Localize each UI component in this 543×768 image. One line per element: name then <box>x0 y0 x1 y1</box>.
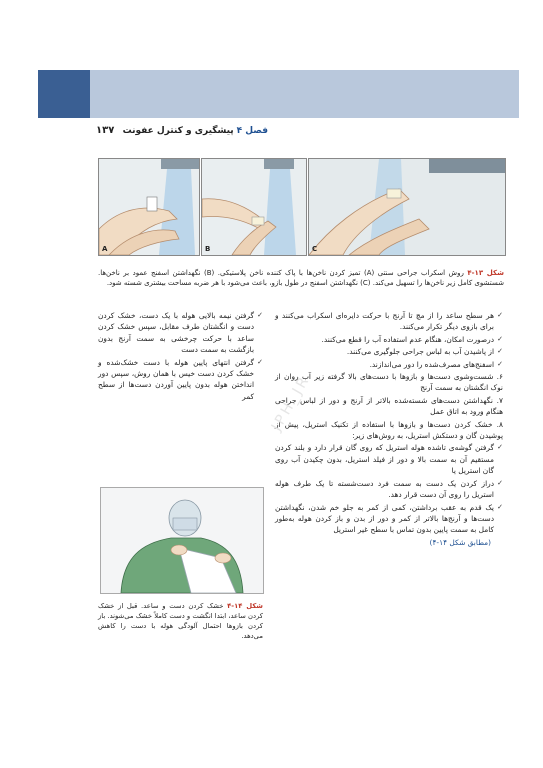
hand-scrub-illustration-b <box>202 159 306 255</box>
page-number: ۱۳۷ <box>96 125 115 136</box>
right-text-column <box>275 310 503 548</box>
checklist-item: ✓ از پاشیدن آب به لباس جراحی جلوگیری می‌کنند. <box>275 346 503 357</box>
figure13-panel-b <box>201 158 307 256</box>
drying-method-item: ✓ یک قدم به عقب برداشتن، کمی از کمر به جلو خم شدن، نگهداشتن دست‌ها و آرنج‌ها بالاتر از کمر و دور از بدن و باز کردن هوله به‌طور کامل به سمت پایین بدون تماس با سطح غیر استریل <box>275 502 503 536</box>
checklist-item: ✓ گرفتن انتهای پایین هوله با دست خشک‌شده و خشک کردن دست خیس با همان روش، سپس دور انداختن هوله بدون پایین آوردن دست‌ها از سطح کمر <box>98 357 263 403</box>
chapter-label: فصل ۴ <box>236 126 268 136</box>
figure13-panel-c <box>308 158 506 256</box>
panel-letter: B <box>205 245 211 253</box>
figure14-caption-text: خشک کردن دست و ساعد. قبل از خشک کردن ساعد، ابتدا انگشت و دست کاملاً خشک می‌شوند. باز کردن بازوها احتمال آلودگی هوله با دست را کاهش می‌دهد. <box>98 602 263 640</box>
figure14-caption-label: شکل ۱۴-۴ <box>227 602 263 610</box>
figure13-caption-label: شکل ۱۳-۴ <box>467 269 505 277</box>
figure13-caption <box>98 268 504 288</box>
checklist-item: ✓ درصورت امکان، هنگام عدم استفاده آب را قطع می‌کنند. <box>275 334 503 345</box>
header-side-block <box>505 70 519 118</box>
header-band <box>90 70 505 118</box>
surgeon-drying-hands-illustration <box>101 488 263 593</box>
procedure-checklist <box>275 310 503 370</box>
hand-scrub-illustration-a <box>99 159 199 255</box>
figure13-panel-a <box>98 158 200 256</box>
panel-letter: A <box>102 245 108 253</box>
chapter-title: پیشگیری و کنترل عفونت <box>122 126 234 136</box>
procedure-step: ۸. خشک کردن دست‌ها و بازوها با استفاده از تکنیک استریل، پیش از پوشیدن گان و دستکش استریل، به روش‌های زیر: <box>275 419 503 441</box>
procedure-step: ۶. شست‌وشوی دست‌ها و بازوها با دست‌های بالا گرفته زیر آب روان از نوک انگشتان به سمت آرنج <box>275 372 503 393</box>
drying-method-item: ✓ گرفتن گوشه‌ی تاشده هوله استریل که روی گان قرار دارد و بلند کردن مستقیم آن به سمت بالا و دور از فیلد استریل، بدون چکیدن آب روی گان استریل یا <box>275 442 503 476</box>
figure14-caption <box>98 601 263 641</box>
procedure-step: ۷. نگهداشتن دست‌های شسته‌شده بالاتر از آرنج و دور از لباس جراحی هنگام ورود به اتاق عمل <box>275 395 503 417</box>
drying-methods-list <box>275 442 503 535</box>
figure-reference: (مطابق شکل ۱۴-۴) <box>429 537 491 547</box>
checklist-item: ✓ گرفتن نیمه بالایی هوله با یک دست، خشک کردن دست و انگشتان طرف مقابل، سپس خشک کردن ساعد با حرکت چرخشی به سمت آرنج بدون بازگشت به سمت دست <box>98 310 263 356</box>
checklist-item: ✓ هر سطح ساعد را از مچ تا آرنج با حرکت دایره‌ای اسکراب می‌کنند و برای بازوی دیگر تکرار می‌کنند. <box>275 310 503 333</box>
checklist-item: ✓ اسفنج‌های مصرف‌شده را دور می‌اندازند. <box>275 359 503 370</box>
drying-method-item: ✓ دراز کردن یک دست به سمت فرد دست‌شسته تا یک طرف هوله استریل را روی آن دست قرار دهد. <box>275 478 503 501</box>
arm-scrub-illustration-c <box>309 159 505 255</box>
figure13-caption-text: روش اسکراب جراحی سنتی (A) تمیز کردن ناخن‌ها با پاک کننده ناخن پلاستیکی. (B) نگهداشتن اسفنج عمود بر ناخن‌ها. شستشوی کامل زیر ناخن‌ها را تسهیل می‌کند. (C) نگهداشتن اسفنج در طول بازو، باعث می‌شود با هر ضربه مساحت بیشتری شسته شود. <box>98 269 504 287</box>
figure14-image <box>100 487 264 594</box>
panel-letter: C <box>312 245 318 253</box>
running-header <box>123 126 268 136</box>
header-dark-block <box>38 70 90 118</box>
watermark: JPH_JR <box>268 372 314 434</box>
drying-checklist <box>98 310 263 402</box>
left-text-column <box>98 310 263 403</box>
